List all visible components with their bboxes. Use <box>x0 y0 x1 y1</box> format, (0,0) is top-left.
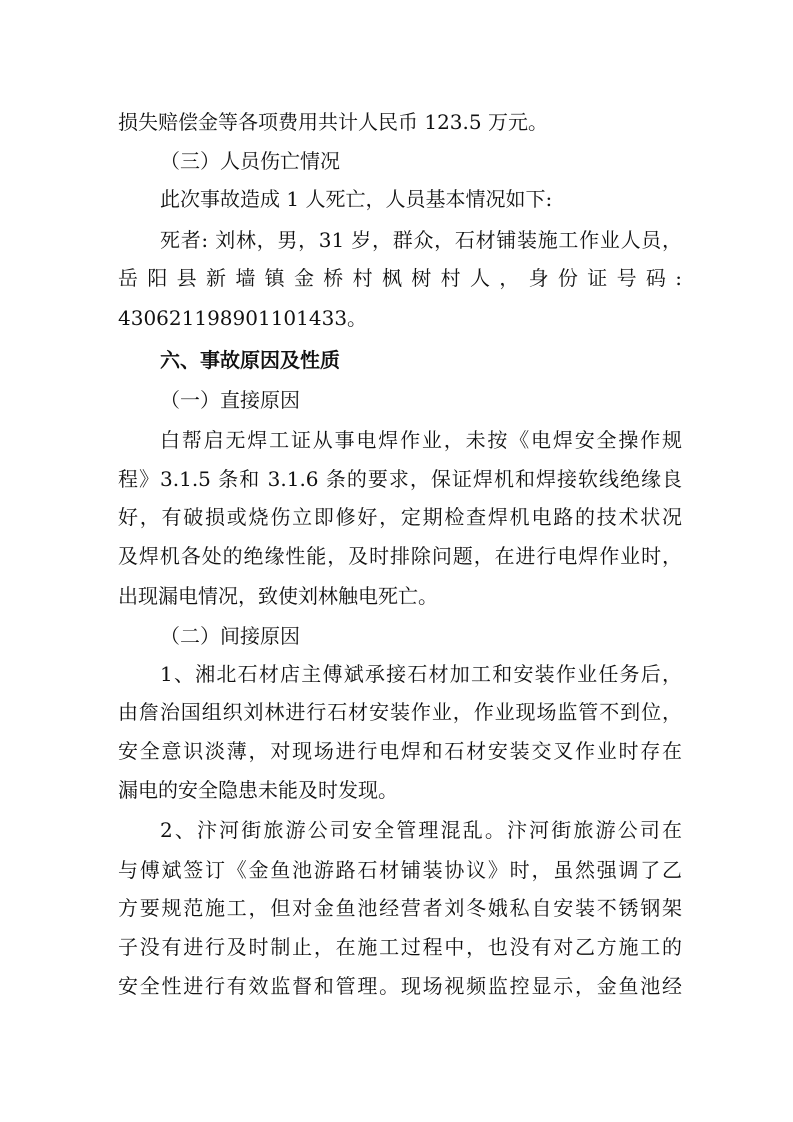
section-heading: 六、事故原因及性质 <box>160 348 340 372</box>
text-line: 好，有破损或烧伤立即修好，定期检查焊机电路的技术状况 <box>118 505 682 529</box>
text-line: 子没有进行及时制止，在施工过程中，也没有对乙方施工的 <box>118 935 682 959</box>
text-line: 此次事故造成 1 人死亡，人员基本情况如下: <box>160 187 553 211</box>
text-line: 死者: 刘林，男，31 岁，群众，石材铺装施工作业人员， <box>160 228 682 252</box>
text-line: （一）直接原因 <box>160 388 300 412</box>
text-line: 由詹治国组织刘林进行石材安装作业，作业现场监管不到位， <box>118 700 682 724</box>
text-line: （二）间接原因 <box>160 624 300 648</box>
text-line: 方要规范施工，但对金鱼池经营者刘冬娥私自安装不锈钢架 <box>118 896 682 920</box>
text-line: 损失赔偿金等各项费用共计人民币 123.5 万元。 <box>118 110 548 134</box>
text-line: 安全性进行有效监督和管理。现场视频监控显示，金鱼池经 <box>118 974 682 998</box>
text-line: 430621198901101433。 <box>118 306 368 330</box>
text-line: 漏电的安全隐患未能及时发现。 <box>118 778 398 802</box>
text-line: 1、湘北石材店主傅斌承接石材加工和安装作业任务后， <box>160 662 682 686</box>
text-line: 与傅斌签订《金鱼池游路石材铺装协议》时，虽然强调了乙 <box>118 858 682 882</box>
text-line: 程》3.1.5 条和 3.1.6 条的要求，保证焊机和焊接软线绝缘良 <box>118 467 682 491</box>
text-line: 出现漏电情况，致使刘林触电死亡。 <box>118 584 438 608</box>
text-line: 2、汴河街旅游公司安全管理混乱。汴河街旅游公司在 <box>160 818 682 842</box>
text-line: （三）人员伤亡情况 <box>160 149 340 173</box>
text-line: 白帮启无焊工证从事电焊作业，未按《电焊安全操作规 <box>160 428 682 452</box>
text-line: 安全意识淡薄，对现场进行电焊和石材安装交叉作业时存在 <box>118 739 682 763</box>
text-line: 岳阳县新墙镇金桥村枫树村人，身份证号码: <box>118 266 682 290</box>
text-line: 及焊机各处的绝缘性能，及时排除问题，在进行电焊作业时， <box>118 544 682 568</box>
